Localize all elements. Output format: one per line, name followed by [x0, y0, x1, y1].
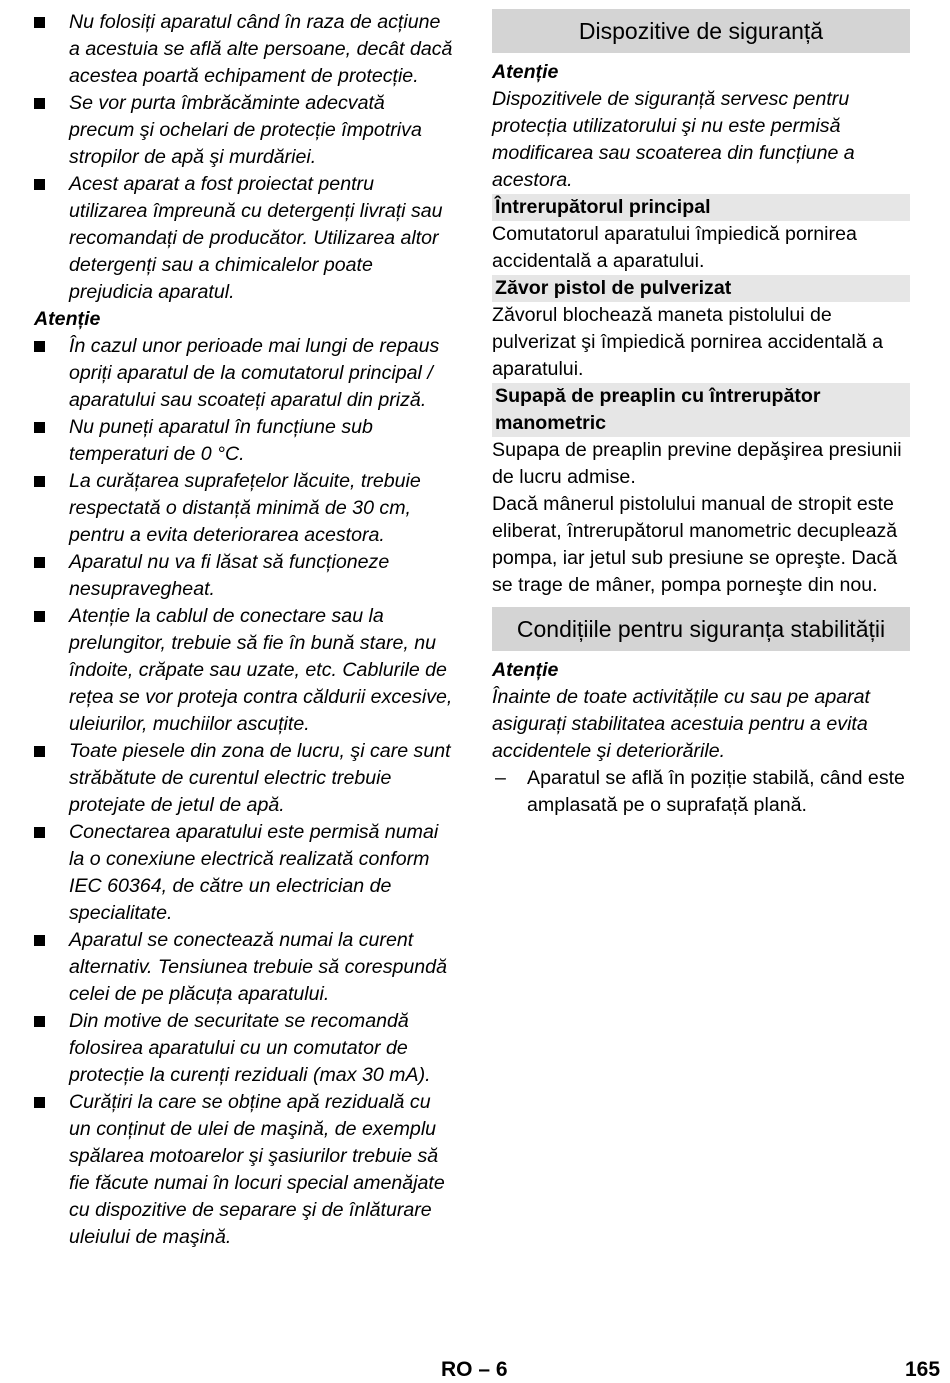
bullet-text: La curățarea suprafețelor lăcuite, trebuie respectată o distanță minimă de 30 cm, pentru a evita deteriorarea acestora.: [69, 470, 421, 546]
bullet-text: Se vor purta îmbrăcăminte adecvată precum şi ochelari de protecție împotriva stropilor de apă şi murdăriei.: [69, 92, 422, 168]
section-title-stability: Condițiile pentru siguranța stabilității: [492, 607, 910, 651]
list-item: [34, 819, 454, 927]
bullet-text: Aparatul se conectează numai la curent alternativ. Tensiunea trebuie să corespundă celei de pe plăcuța aparatului.: [69, 929, 447, 1005]
bullet-text: Curățiri la care se obține apă reziduală cu un conținut de ulei de maşină, de exemplu spălarea motoarelor şi şasiurilor trebuie să fie făcute numai în locuri special amenăjate cu dispozitive de separare şi de înlăturare uleiului de maşină.: [69, 1091, 445, 1248]
list-item: [34, 1008, 454, 1089]
attention-heading: Atenție: [34, 308, 101, 330]
list-item: [34, 549, 454, 603]
section-title-safety-devices: Dispozitive de siguranță: [492, 9, 910, 53]
right-column: [492, 9, 910, 819]
bullet-text: În cazul unor perioade mai lungi de repaus opriți aparatul de la comutatorul principal / aparatului sau scoateți aparatul din priză.: [69, 335, 440, 411]
gun-lock-heading: Zăvor pistol de pulverizat: [492, 275, 910, 302]
bullet-text: Atenție la cablul de conectare sau la prelungitor, trebuie să fie în bună stare, nu îndoite, crăpate sau uzate, etc. Cablurile de rețea se vor proteja contra căldurii excesive, uleiurilor, muchiilor ascuțite.: [69, 605, 453, 735]
attention-heading: Atenție: [492, 659, 559, 681]
bullet-text: Toate piesele din zona de lucru, şi care sunt străbătute de curentul electric trebuie protejate de jetul de apă.: [69, 740, 451, 816]
main-switch-heading: Întrerupătorul principal: [492, 194, 910, 221]
list-item: [34, 738, 454, 819]
overflow-valve-heading: Supapă de preaplin cu întrerupător manometric: [492, 383, 910, 437]
bullet-text: Aparatul nu va fi lăsat să funcționeze nesupravegheat.: [69, 551, 390, 600]
bullet-text: Acest aparat a fost proiectat pentru utilizarea împreună cu detergenți livrați sau recomandați de producător. Utilizarea altor detergenți sau a chimicalelor poate prejudicia aparatul.: [69, 173, 443, 303]
bullet-text: Din motive de securitate se recomandă folosirea aparatului cu un comutator de protecție la curenți reziduali (max 30 mA).: [69, 1010, 431, 1086]
list-item: [34, 468, 454, 549]
square-bullet-icon: [34, 1097, 45, 1108]
dash-bullet: –: [495, 767, 506, 789]
footer-language-page: RO – 6: [441, 1358, 508, 1381]
list-item: [34, 414, 454, 468]
bullet-text: Nu folosiți aparatul când în raza de acțiune a acestuia se află alte persoane, decât dacă acestea poartă echipament de protecție.: [69, 11, 453, 87]
square-bullet-icon: [34, 179, 45, 190]
gun-lock-text: Zăvorul blochează maneta pistolului de pulverizat şi împiedică pornirea accidentală a aparatului.: [492, 304, 883, 380]
list-item: [34, 171, 454, 306]
list-item: [34, 9, 454, 90]
square-bullet-icon: [34, 746, 45, 757]
square-bullet-icon: [34, 1016, 45, 1027]
bullet-text: Nu puneți aparatul în funcțiune sub temperaturi de 0 °C.: [69, 416, 373, 465]
list-item: [34, 90, 454, 171]
square-bullet-icon: [34, 17, 45, 28]
dash-item-text: Aparatul se află în poziție stabilă, când este amplasată pe o suprafață plană.: [527, 767, 905, 816]
square-bullet-icon: [34, 476, 45, 487]
bullet-text: Conectarea aparatului este permisă numai la o conexiune electrică realizată conform IEC 60364, de către un electrician de specialitate.: [69, 821, 439, 924]
square-bullet-icon: [34, 422, 45, 433]
square-bullet-icon: [34, 935, 45, 946]
overflow-valve-text: Supapa de preaplin previne depăşirea presiunii de lucru admise.: [492, 439, 902, 488]
square-bullet-icon: [34, 611, 45, 622]
square-bullet-icon: [34, 98, 45, 109]
list-item: [34, 927, 454, 1008]
stability-intro: Înainte de toate activitățile cu sau pe aparat asigurați stabilitatea acestuia pentru a evita accidentele şi deteriorările.: [492, 686, 870, 762]
square-bullet-icon: [34, 827, 45, 838]
list-item: [34, 333, 454, 414]
left-column: [34, 9, 454, 1251]
list-item: [34, 1089, 454, 1251]
list-item: [34, 603, 454, 738]
overflow-valve-text-2: Dacă mânerul pistolului manual de stropit este eliberat, întrerupătorul manometric decuplează pompa, iar jetul sub presiune se opreşte. Dacă se trage de mâner, pompa porneşte din nou.: [492, 493, 898, 596]
square-bullet-icon: [34, 341, 45, 352]
attention-heading: Atenție: [492, 61, 559, 83]
page-number: 165: [905, 1358, 941, 1381]
square-bullet-icon: [34, 557, 45, 568]
safety-devices-intro: Dispozitivele de siguranță servesc pentru protecția utilizatorului şi nu este permisă modificarea sau scoaterea din funcțiune a acestora.: [492, 88, 855, 191]
list-item: [492, 765, 910, 819]
main-switch-text: Comutatorul aparatului împiedică pornirea accidentală a aparatului.: [492, 223, 857, 272]
